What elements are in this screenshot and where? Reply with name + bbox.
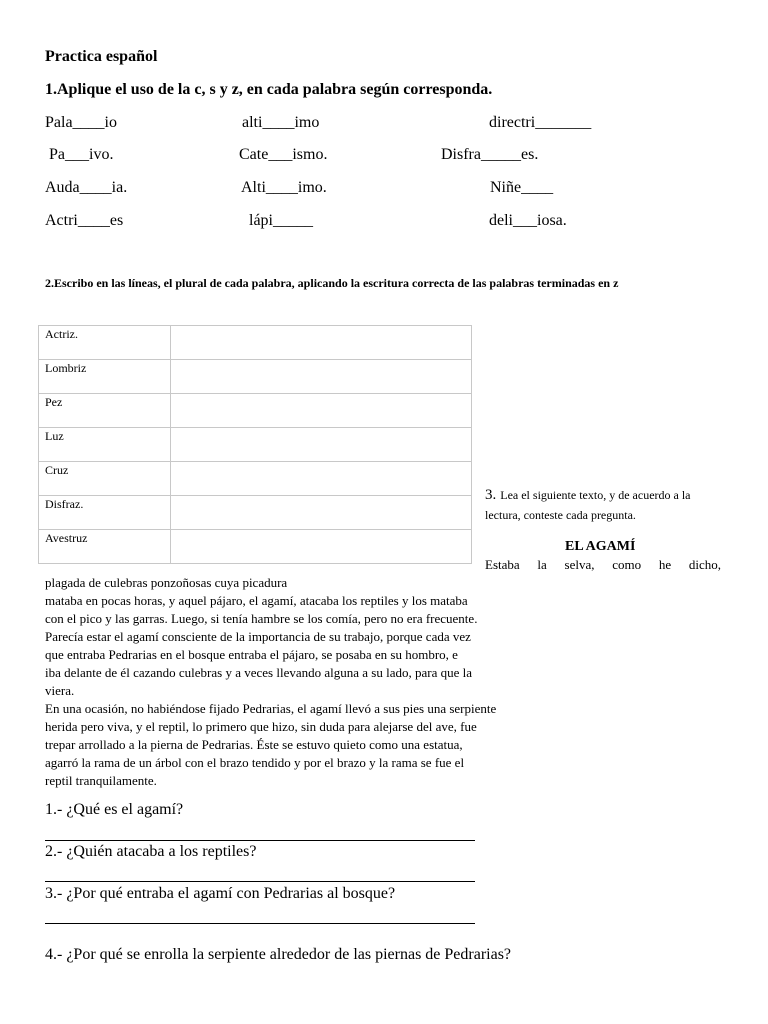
table-row	[39, 530, 472, 564]
reading-line: reptil tranquilamente.	[45, 773, 157, 788]
singular-word: Lombriz	[39, 360, 171, 394]
exercise-2-instruction: 2.Escribo en las líneas, el plural de cada palabra, aplicando la escritura correcta de las palabras terminadas en z	[45, 276, 619, 290]
plural-answer-field[interactable]	[171, 462, 472, 496]
singular-word: Actriz.	[39, 326, 171, 360]
word-blank[interactable]: Niñe____	[490, 179, 554, 196]
singular-word: Cruz	[39, 462, 171, 496]
plural-answer-field[interactable]	[171, 326, 472, 360]
reading-line: herida pero viva, y el reptil, lo primero que hizo, sin duda para alejarse del ave, fue	[45, 719, 477, 734]
reading-line: agarró la rama de un árbol con el brazo tendido y por el brazo y la rama se fue el	[45, 755, 465, 770]
word-blank[interactable]: Disfra_____es.	[441, 146, 539, 163]
reading-line: En una ocasión, no habiéndose fijado Pedrarias, el agamí llevó a sus pies una serpiente	[45, 701, 497, 716]
answer-line-2[interactable]	[45, 881, 475, 882]
table-row	[39, 326, 472, 360]
answer-line-1[interactable]	[45, 840, 475, 841]
singular-word: Disfraz.	[39, 496, 171, 530]
page-title: Practica español	[45, 48, 158, 65]
word-blank[interactable]: lápi_____	[249, 212, 313, 229]
table-row	[39, 462, 472, 496]
table-row	[39, 394, 472, 428]
reading-line: viera.	[45, 683, 75, 698]
reading-line: plagada de culebras ponzoñosas cuya picadura	[45, 575, 288, 590]
word-blank[interactable]: Actri____es	[45, 212, 124, 229]
word-blank[interactable]: Pa___ivo.	[49, 146, 114, 163]
word-blank[interactable]: Pala____io	[45, 114, 117, 131]
plural-answer-field[interactable]	[171, 530, 472, 564]
question-4: 4.- ¿Por qué se enrolla la serpiente alrededor de las piernas de Pedrarias?	[45, 946, 512, 963]
plural-answer-field[interactable]	[171, 496, 472, 530]
word-blank[interactable]: directri_______	[489, 114, 592, 131]
reading-line: iba delante de él cazando culebras y a veces llevando alguna a su lado, para que la	[45, 665, 472, 680]
exercise-3-number: 3.	[485, 487, 497, 503]
table-row	[39, 360, 472, 394]
question-3: 3.- ¿Por qué entraba el agamí con Pedrarias al bosque?	[45, 885, 396, 902]
exercise-1-instruction: 1.Aplique el uso de la c, s y z, en cada palabra según corresponda.	[45, 81, 493, 98]
word-blank[interactable]: Alti____imo.	[241, 179, 327, 196]
reading-line: que entraba Pedrarias en el bosque entraba el pájaro, se posaba en su hombro, e	[45, 647, 458, 662]
question-1: 1.- ¿Qué es el agamí?	[45, 801, 184, 818]
reading-line: mataba en pocas horas, y aquel pájaro, el agamí, atacaba los reptiles y los mataba	[45, 593, 468, 608]
reading-line: Estaba la selva, como he dicho,	[485, 557, 721, 572]
plural-answer-field[interactable]	[171, 428, 472, 462]
exercise-3-instruction-line2: lectura, conteste cada pregunta.	[485, 508, 636, 522]
reading-line: trepar arrollado a la pierna de Pedrarias. Éste se estuvo quieto como una estatua,	[45, 737, 463, 752]
plural-table	[38, 325, 472, 564]
word-blank[interactable]: alti____imo	[242, 114, 320, 131]
exercise-3-instruction	[485, 486, 691, 504]
word-blank[interactable]: Auda____ia.	[45, 179, 128, 196]
singular-word: Luz	[39, 428, 171, 462]
plural-answer-field[interactable]	[171, 360, 472, 394]
reading-title: EL AGAMÍ	[565, 539, 636, 554]
plural-answer-field[interactable]	[171, 394, 472, 428]
answer-line-3[interactable]	[45, 923, 475, 924]
word-blank[interactable]: deli___iosa.	[489, 212, 567, 229]
word-blank[interactable]: Cate___ismo.	[239, 146, 328, 163]
question-2: 2.- ¿Quién atacaba a los reptiles?	[45, 843, 257, 860]
table-row	[39, 428, 472, 462]
singular-word: Pez	[39, 394, 171, 428]
table-row	[39, 496, 472, 530]
singular-word: Avestruz	[39, 530, 171, 564]
exercise-3-instruction-line1: Lea el siguiente texto, y de acuerdo a la	[500, 488, 691, 502]
reading-line: Parecía estar el agamí consciente de la importancia de su trabajo, porque cada vez	[45, 629, 471, 644]
reading-line: con el pico y las garras. Luego, si tenía hambre se los comía, pero no era frecuente.	[45, 611, 478, 626]
